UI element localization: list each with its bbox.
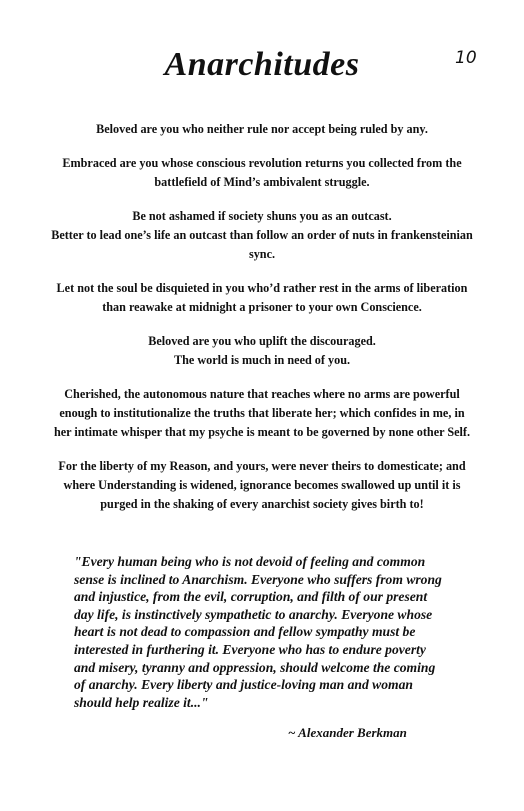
stanza xyxy=(40,457,484,514)
page-number: 10 xyxy=(455,48,477,68)
stanza-line: purged in the shaking of every anarchist society gives birth to! xyxy=(100,497,424,511)
stanza-line: Beloved are you who uplift the discouraged. xyxy=(148,334,376,348)
quote-line: of anarchy. Every liberty and justice-loving man and woman xyxy=(74,677,413,693)
quote-line: interested in furthering it. Everyone who has to endure poverty xyxy=(74,641,426,657)
stanza-line: enough to institutionalize the truths that liberate her; which confides in me, in xyxy=(59,406,465,420)
stanza-line: Better to lead one’s life an outcast than follow an order of nuts in frankensteinian xyxy=(51,228,473,242)
page-title: Anarchitudes xyxy=(164,46,360,83)
quote-attribution: ~ Alexander Berkman xyxy=(288,725,407,740)
stanza-line: For the liberty of my Reason, and yours, were never theirs to domesticate; and xyxy=(58,459,466,473)
quote-line: "Every human being who is not devoid of feeling and common xyxy=(74,554,426,569)
stanza-line: her intimate whisper that my psyche is meant to be governed by none other Self. xyxy=(53,425,471,439)
stanza xyxy=(40,207,484,264)
stanza xyxy=(40,154,484,192)
quote-line: and misery, tyranny and oppression, should welcome the coming xyxy=(74,659,436,675)
quote-line: should help realize it..." xyxy=(74,694,209,710)
stanza-line: Cherished, the autonomous nature that reaches where no arms are powerful xyxy=(64,387,460,401)
stanza-line: battlefield of Mind’s ambivalent struggle. xyxy=(154,175,370,189)
stanza-line: where Understanding is widened, ignorance becomes swallowed up until it is xyxy=(63,478,461,492)
stanza-line: Let not the soul be disquieted in you who’d rather rest in the arms of liberation xyxy=(56,281,468,295)
stanza-line: Be not ashamed if society shuns you as an outcast. xyxy=(132,209,392,223)
stanza xyxy=(40,279,484,317)
stanza-line: The world is much in need of you. xyxy=(173,353,351,367)
stanza xyxy=(40,120,484,139)
stanza-line: than reawake at midnight a prisoner to your own Conscience. xyxy=(102,300,422,314)
stanza xyxy=(40,332,484,370)
quote-line: heart is not dead to compassion and fellow sympathy must be xyxy=(74,624,416,640)
quote-line: sense is inclined to Anarchism. Everyone who suffers from wrong xyxy=(74,571,442,587)
stanza xyxy=(40,385,484,442)
stanza-line: sync. xyxy=(248,247,276,261)
stanza-line: Embraced are you whose conscious revolution returns you collected from the xyxy=(62,156,462,170)
stanza-line: Beloved are you who neither rule nor accept being ruled by any. xyxy=(96,122,428,136)
poem-body xyxy=(40,120,484,529)
quote-line: and injustice, from the evil, corruption, and filth of our present xyxy=(74,589,428,605)
quote-block xyxy=(74,553,494,711)
quote-line: day life, is instinctively sympathetic to anarchy. Everyone whose xyxy=(74,606,433,622)
